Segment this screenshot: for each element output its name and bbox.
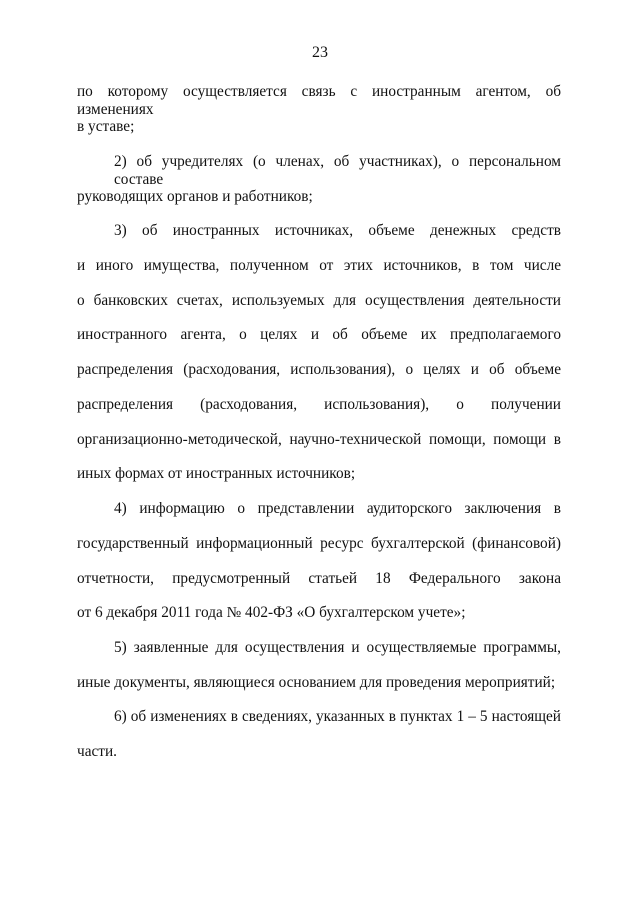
text-line: распределения (расходования, использования), о целях и об объеме <box>77 361 561 378</box>
text-line: 4) информацию о представлении аудиторского заключения в <box>114 500 561 517</box>
text-line: иностранного агента, о целях и об объеме их предполагаемого <box>77 326 561 343</box>
text-line: 2) об учредителях (о членах, об участниках), о персональном составе <box>114 153 561 188</box>
text-line: и иного имущества, полученном от этих источников, в том числе <box>77 257 561 274</box>
page-number: 23 <box>312 44 328 61</box>
text-line: 5) заявленные для осуществления и осуществляемые программы, <box>114 639 561 656</box>
text-line: по которому осуществляется связь с иностранным агентом, об изменениях <box>77 83 561 118</box>
text-line: о банковских счетах, используемых для осуществления деятельности <box>77 292 561 309</box>
text-line: распределения (расходования, использования), о получении <box>77 396 561 413</box>
text-line: части. <box>77 743 117 760</box>
text-line: руководящих органов и работников; <box>77 188 313 205</box>
text-line: организационно-методической, научно-технической помощи, помощи в <box>77 431 561 448</box>
text-line: 3) об иностранных источниках, объеме денежных средств <box>114 222 561 239</box>
text-line: иных формах от иностранных источников; <box>77 465 356 482</box>
text-line: государственный информационный ресурс бухгалтерской (финансовой) <box>77 535 561 552</box>
text-line: иные документы, являющиеся основанием для проведения мероприятий; <box>77 674 556 691</box>
text-line: отчетности, предусмотренный статьей 18 Федерального закона <box>77 570 561 587</box>
text-line: в уставе; <box>77 118 135 135</box>
text-line: от 6 декабря 2011 года № 402-ФЗ «О бухгалтерском учете»; <box>77 604 466 621</box>
text-line: 6) об изменениях в сведениях, указанных в пунктах 1 – 5 настоящей <box>114 708 561 725</box>
